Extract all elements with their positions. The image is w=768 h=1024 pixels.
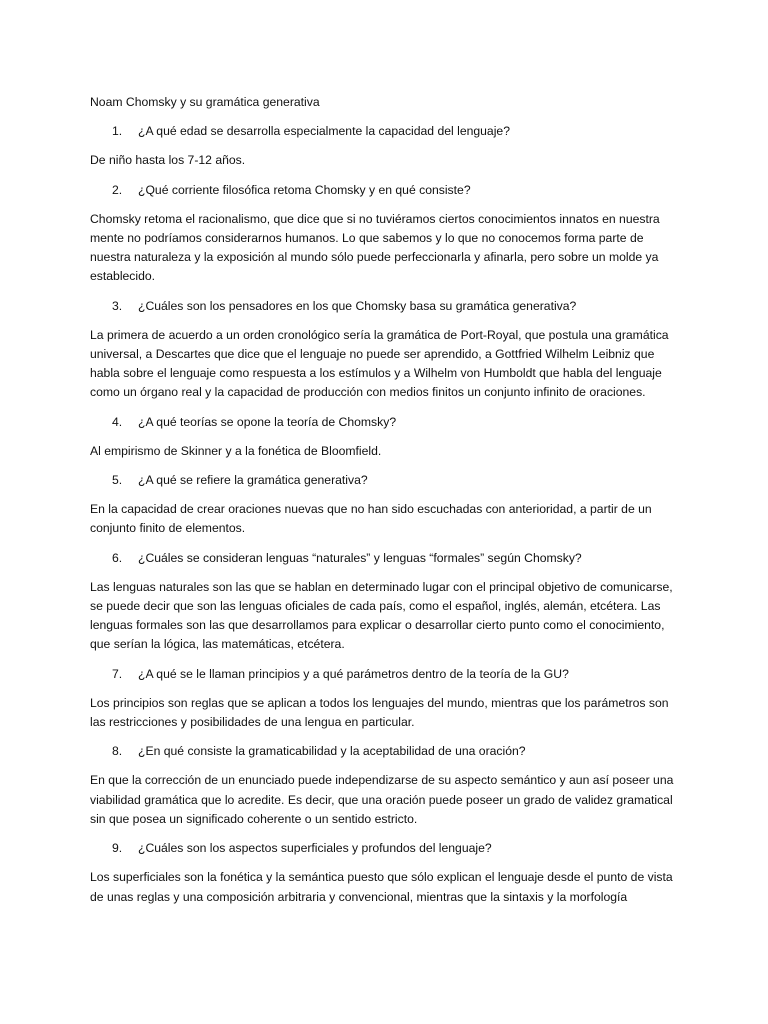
question-number: 7. [112,666,123,681]
question-text: ¿A qué se refiere la gramática generativa? [138,473,368,488]
question-1 [90,122,680,141]
question-text: ¿A qué se le llaman principios y a qué parámetros dentro de la teoría de la GU? [138,666,569,681]
question-5 [90,471,680,490]
question-text: ¿Cuáles son los pensadores en los que Chomsky basa su gramática generativa? [138,298,577,313]
answer-6: Las lenguas naturales son las que se hablan en determinado lugar con el principal objetivo de comunicarse, se puede decir que son las lenguas oficiales de cada país, como el español, inglés, alemán, etcétera. Las lenguas formales son las que desarrollamos para explicar o desarrollar cierto punto como el conocimiento, que serían la lógica, las matemáticas, etcétera. [90,579,673,652]
answer-9: Los superficiales son la fonética y la semántica puesto que sólo explican el lenguaje desde el punto de vista de unas reglas y una composición arbitraria y convencional, mientras que la sintaxis y la morfología [90,870,673,904]
question-4 [90,413,680,432]
answer-7: Los principios son reglas que se aplican a todos los lenguajes del mundo, mientras que los parámetros son las restricciones y posibilidades de una lengua en particular. [90,695,669,730]
answer-2: Chomsky retoma el racionalismo, que dice que si no tuviéramos ciertos conocimientos innatos en nuestra mente no podríamos considerarnos humanos. Lo que sabemos y lo que no conocemos forma parte de nuestra naturaleza y la exposición al mundo sólo puede perfeccionarla y afinarla, pero sobre un molde ya establecido. [90,211,660,284]
question-6 [90,549,680,568]
question-number: 4. [112,414,123,429]
question-9 [90,839,680,858]
question-2 [90,181,680,200]
question-text: ¿Cuáles son los aspectos superficiales y profundos del lenguaje? [138,841,492,856]
question-8 [90,742,680,761]
question-7 [90,665,680,684]
question-number: 5. [112,473,123,488]
question-number: 2. [112,182,123,197]
document-title: Noam Chomsky y su gramática generativa [90,95,320,109]
question-text: ¿A qué teorías se opone la teoría de Chomsky? [138,414,397,429]
answer-5: En la capacidad de crear oraciones nuevas que no han sido escuchadas con anterioridad, a partir de un conjunto finito de elementos. [90,502,652,536]
document-page [90,93,680,917]
answer-8: En que la corrección de un enunciado puede independizarse de su aspecto semántico y aun así poseer una viabilidad gramática que lo acredite. Es decir, que una oración puede poseer un grado de validez gramatical sin que posea un significado coherente o un sentido estricto. [90,773,674,826]
question-text: ¿En qué consiste la gramaticabilidad y la aceptabilidad de una oración? [138,744,526,759]
question-text: ¿Cuáles se consideran lenguas “naturales” y lenguas “formales” según Chomsky? [138,550,582,565]
question-text: ¿Qué corriente filosófica retoma Chomsky y en qué consiste? [138,182,471,197]
answer-1: De niño hasta los 7-12 años. [90,153,246,168]
question-number: 8. [112,744,123,759]
question-number: 9. [112,841,123,856]
question-number: 6. [112,550,123,565]
question-text: ¿A qué edad se desarrolla especialmente la capacidad del lenguaje? [138,124,510,139]
question-3 [90,297,680,316]
answer-3: La primera de acuerdo a un orden cronológico sería la gramática de Port-Royal, que postula una gramática universal, a Descartes que dice que el lenguaje no puede ser aprendido, a Gottfried Wilhelm Leibniz que habla sobre el lenguaje como respuesta a los estímulos y a Wilhelm von Humboldt que habla del lenguaje como un órgano real y la capacidad de producción con medios finitos un conjunto infinito de oraciones. [90,327,669,400]
answer-4: Al empirismo de Skinner y a la fonética de Bloomfield. [90,443,382,458]
question-number: 3. [112,298,123,313]
question-number: 1. [112,124,123,139]
